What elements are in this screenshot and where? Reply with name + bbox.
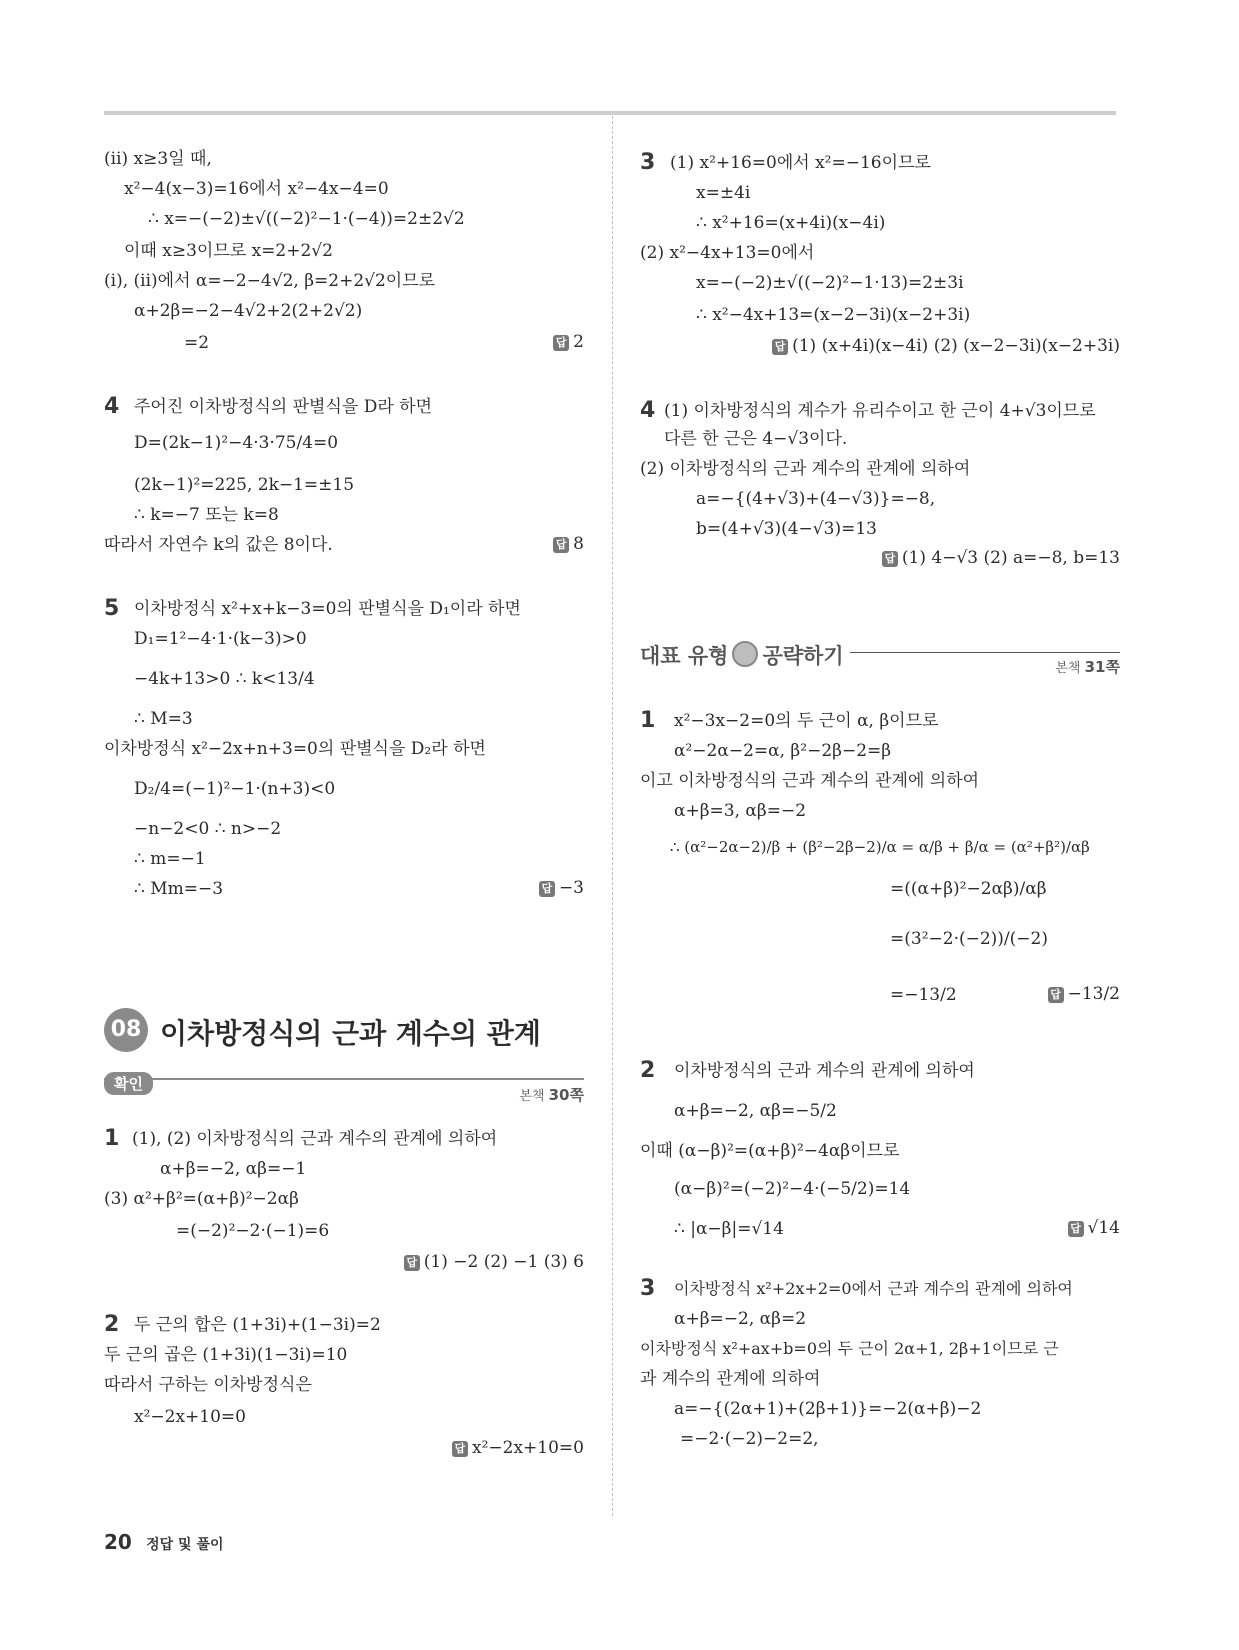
page-reference: 본책 31쪽 bbox=[1055, 658, 1120, 676]
column-divider bbox=[612, 116, 613, 1516]
page-footer bbox=[104, 1530, 224, 1554]
text-line: 두 근의 합은 (1+3i)+(1−3i)=2 bbox=[134, 1315, 381, 1335]
text-line: ∴ (α²−2α−2)/β + (β²−2β−2)/α = α/β + β/α = (α²+β²)/αβ bbox=[670, 838, 1090, 856]
text-line: 다른 한 근은 4−√3이다. bbox=[664, 429, 848, 449]
text-line: 따라서 구하는 이차방정식은 bbox=[104, 1375, 312, 1395]
section-title: 이차방정식의 근과 계수의 관계 bbox=[160, 1017, 541, 1050]
problem-number: 1 bbox=[640, 708, 656, 733]
answer-tag: 답 bbox=[1048, 987, 1064, 1003]
top-rule bbox=[104, 111, 1116, 115]
text-line: ∴ x²−4x+13=(x−2−3i)(x−2+3i) bbox=[696, 305, 971, 325]
problem-number: 5 bbox=[104, 596, 120, 621]
text-line: ∴ x²+16=(x+4i)(x−4i) bbox=[696, 213, 886, 233]
text-line: x=−(−2)±√((−2)²−1·13)=2±3i bbox=[696, 273, 964, 293]
problem-number: 4 bbox=[640, 398, 656, 423]
text-line: (1) x²+16=0에서 x²=−16이므로 bbox=[670, 153, 931, 173]
text-line: =(3²−2·(−2))/(−2) bbox=[890, 929, 1048, 949]
text-line: α+2β=−2−4√2+2(2+2√2) bbox=[134, 301, 363, 321]
text-line: (3) α²+β²=(α+β)²−2αβ bbox=[104, 1189, 299, 1209]
answer-tag: 답 bbox=[1068, 1221, 1084, 1237]
text-line: α²−2α−2=α, β²−2β−2=β bbox=[674, 741, 892, 761]
answer-tag: 답 bbox=[882, 551, 898, 567]
text-line: x²−3x−2=0의 두 근이 α, β이므로 bbox=[674, 711, 939, 731]
text-line: α+β=3, αβ=−2 bbox=[674, 801, 807, 821]
text-line: (1) 이차방정식의 계수가 유리수이고 한 근이 4+√3이므로 bbox=[664, 401, 1096, 421]
text-line: (2) x²−4x+13=0에서 bbox=[640, 243, 815, 263]
text-line: α+β=−2, αβ=−5/2 bbox=[674, 1101, 837, 1121]
answer-tag: 답 bbox=[772, 339, 788, 355]
text-line: 이차방정식 x²+x+k−3=0의 판별식을 D₁이라 하면 bbox=[134, 599, 521, 619]
answer-a: 답 2 bbox=[553, 332, 584, 352]
text-line: =−2·(−2)−2=2, bbox=[680, 1429, 819, 1449]
text-line: 이고 이차방정식의 근과 계수의 관계에 의하여 bbox=[640, 771, 980, 791]
lightbulb-icon bbox=[732, 641, 758, 667]
text-line: −4k+13>0 ∴ k<13/4 bbox=[134, 669, 315, 689]
problem-number: 3 bbox=[640, 150, 656, 175]
answer-q3: 답 (1) (x+4i)(x−4i) (2) (x−2−3i)(x−2+3i) bbox=[772, 336, 1120, 356]
text-line: 이차방정식 x²−2x+n+3=0의 판별식을 D₂라 하면 bbox=[104, 739, 486, 759]
text-line: ∴ |α−β|=√14 bbox=[674, 1219, 784, 1239]
text-line: ∴ m=−1 bbox=[134, 849, 206, 869]
text-line: D=(2k−1)²−4·3·75/4=0 bbox=[134, 433, 339, 453]
answer-tag: 답 bbox=[553, 537, 569, 553]
text-line: ∴ M=3 bbox=[134, 709, 193, 729]
text-line: α+β=−2, αβ=−1 bbox=[160, 1159, 307, 1179]
section-number-badge: 08 bbox=[104, 1008, 148, 1052]
answer-r1: 답 −13/2 bbox=[1048, 984, 1120, 1004]
text-line: =((α+β)²−2αβ)/αβ bbox=[890, 879, 1047, 899]
text-line: 두 근의 곱은 (1+3i)(1−3i)=10 bbox=[104, 1345, 348, 1365]
problem-number: 2 bbox=[640, 1058, 656, 1083]
text-line: a=−{(4+√3)+(4−√3)}=−8, bbox=[696, 489, 936, 509]
text-line: a=−{(2α+1)+(2β+1)}=−2(α+β)−2 bbox=[674, 1399, 982, 1419]
answer-q1: 답 (1) −2 (2) −1 (3) 6 bbox=[404, 1252, 584, 1272]
text-line: −n−2<0 ∴ n>−2 bbox=[134, 819, 282, 839]
text-line: =(−2)²−2·(−1)=6 bbox=[176, 1221, 330, 1241]
text-line: =−13/2 bbox=[890, 985, 957, 1005]
text-line: D₂/4=(−1)²−1·(n+3)<0 bbox=[134, 779, 336, 799]
text-line: (ⅱ) x≥3일 때, bbox=[104, 149, 212, 169]
text-line: 이차방정식의 근과 계수의 관계에 의하여 bbox=[674, 1061, 975, 1081]
text-line: x=±4i bbox=[696, 183, 751, 203]
footer-title: 정답 및 풀이 bbox=[146, 1537, 224, 1553]
text-line: ∴ Mm=−3 bbox=[134, 879, 224, 899]
text-line: ∴ k=−7 또는 k=8 bbox=[134, 505, 279, 525]
text-line: x²−2x+10=0 bbox=[134, 1407, 246, 1427]
check-badge: 확인 bbox=[104, 1072, 153, 1095]
text-line: (2k−1)²=225, 2k−1=±15 bbox=[134, 475, 355, 495]
heading-rule bbox=[850, 652, 1120, 653]
text-line: 주어진 이차방정식의 판별식을 D라 하면 bbox=[134, 397, 432, 417]
answer-4: 답 8 bbox=[553, 534, 584, 554]
text-line: b=(4+√3)(4−√3)=13 bbox=[696, 519, 877, 539]
problem-number: 1 bbox=[104, 1126, 120, 1151]
answer-r2: 답 √14 bbox=[1068, 1218, 1120, 1238]
text-line: 이차방정식 x²+ax+b=0의 두 근이 2α+1, 2β+1이므로 근 bbox=[640, 1339, 1059, 1358]
text-line: D₁=1²−4·1·(k−3)>0 bbox=[134, 629, 307, 649]
text-line: (1), (2) 이차방정식의 근과 계수의 관계에 의하여 bbox=[132, 1129, 498, 1149]
answer-5: 답 −3 bbox=[539, 878, 584, 898]
text-line: 이차방정식 x²+2x+2=0에서 근과 계수의 관계에 의하여 bbox=[674, 1279, 1073, 1298]
text-line: 이때 x≥3이므로 x=2+2√2 bbox=[124, 241, 333, 261]
representative-heading: 대표 유형 공략하기 bbox=[640, 640, 844, 670]
text-line: 과 계수의 관계에 의하여 bbox=[640, 1369, 821, 1389]
text-line: 따라서 자연수 k의 값은 8이다. bbox=[104, 535, 333, 555]
page-reference: 본책 30쪽 bbox=[519, 1086, 584, 1104]
problem-number: 4 bbox=[104, 394, 120, 419]
answer-tag: 답 bbox=[539, 881, 555, 897]
text-line: α+β=−2, αβ=2 bbox=[674, 1309, 807, 1329]
text-line: 이때 (α−β)²=(α+β)²−4αβ이므로 bbox=[640, 1141, 900, 1161]
problem-number: 3 bbox=[640, 1276, 656, 1301]
section-rule bbox=[104, 1078, 584, 1080]
answer-tag: 답 bbox=[452, 1441, 468, 1457]
answer-q4: 답 (1) 4−√3 (2) a=−8, b=13 bbox=[882, 548, 1120, 568]
page-number: 20 bbox=[104, 1530, 132, 1554]
text-line: (2) 이차방정식의 근과 계수의 관계에 의하여 bbox=[640, 459, 971, 479]
problem-number: 2 bbox=[104, 1312, 120, 1337]
answer-q2: 답 x²−2x+10=0 bbox=[452, 1438, 584, 1458]
text-line: (α−β)²=(−2)²−4·(−5/2)=14 bbox=[674, 1179, 911, 1199]
text-line: x²−4(x−3)=16에서 x²−4x−4=0 bbox=[124, 179, 389, 199]
text-line: ∴ x=−(−2)±√((−2)²−1·(−4))=2±2√2 bbox=[148, 209, 465, 229]
text-line: =2 bbox=[184, 333, 210, 353]
answer-tag: 답 bbox=[553, 335, 569, 351]
text-line: (ⅰ), (ⅱ)에서 α=−2−4√2, β=2+2√2이므로 bbox=[104, 271, 436, 291]
answer-tag: 답 bbox=[404, 1255, 420, 1271]
